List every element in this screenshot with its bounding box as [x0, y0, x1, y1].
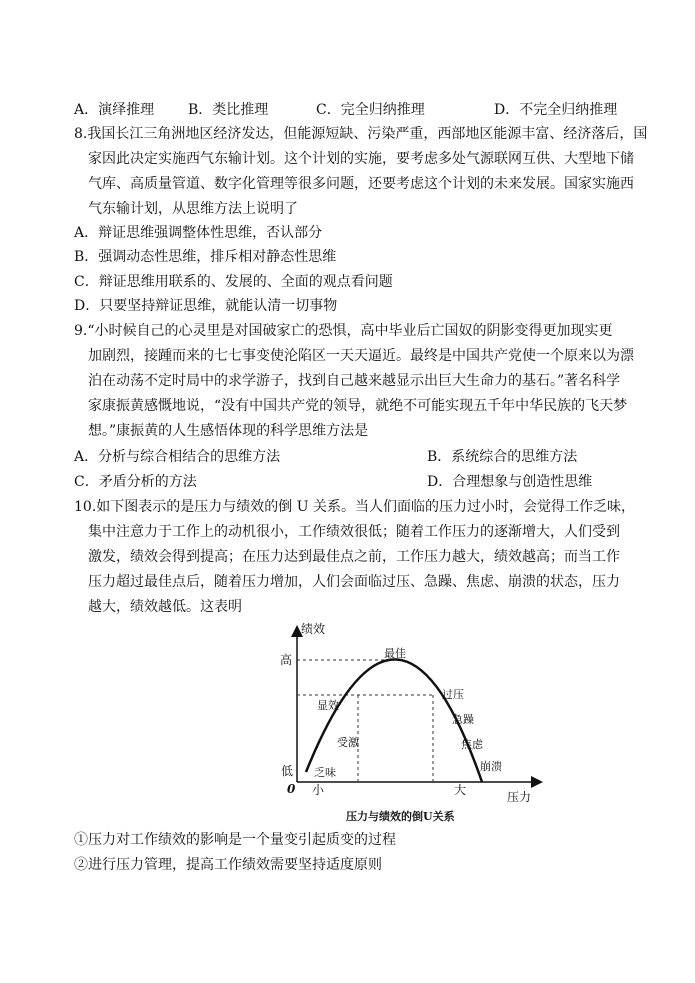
anxiety-label: 焦虑 [461, 738, 483, 751]
q9-option-b: B．系统综合的思维方法 [427, 449, 578, 465]
x-axis-label: 压力 [507, 790, 532, 804]
q10-statement-2: ②进行压力管理，提高工作绩效需要坚持适度原则 [74, 857, 382, 873]
q7-option-d: D．不完全归纳推理 [494, 102, 618, 118]
x-tick-large: 大 [454, 783, 467, 797]
q7-option-b: B．类比推理 [188, 102, 269, 118]
q9-stem-line-1: 9.“小时候自己的心灵里是对国破家亡的恐惧，高中毕业后亡国奴的阴影变得更加现实更 [74, 323, 613, 339]
q7-option-c: C．完全归纳推理 [316, 102, 425, 118]
q10-stem-line-3: 激发，绩效会得到提高；在压力达到最佳点之前，工作压力越大，绩效越高；而当工作 [88, 549, 620, 565]
q9-option-a: A．分析与综合相结合的思维方法 [74, 449, 281, 465]
y-axis-label: 绩效 [301, 622, 326, 636]
y-tick-low: 低 [281, 764, 294, 778]
y-tick-high: 高 [280, 653, 293, 667]
q8-stem-line-2: 家因此决定实施西气东输计划。这个计划的实施，要考虑多处气源联网互供、大型地下储 [88, 151, 634, 167]
q9-option-d: D．合理想象与创造性思维 [427, 474, 593, 490]
q8-option-b: B．强调动态性思维，排斥相对静态性思维 [74, 249, 337, 265]
q8-option-a: A．辩证思维强调整体性思维，否认部分 [74, 225, 323, 241]
q7-option-a: A．演绎推理 [74, 102, 155, 118]
q10-stem-line-5: 越大，绩效越低。这表明 [88, 599, 242, 615]
q8-stem-line-4: 气东输计划，从思维方法上说明了 [88, 201, 298, 217]
pressure-performance-chart [270, 622, 550, 827]
overpressure-label: 过压 [442, 688, 464, 701]
effective-label: 显效 [317, 699, 339, 712]
q9-stem-line-5: 想。”康振黄的人生感悟体现的科学思维方法是 [88, 423, 369, 439]
q10-stem-line-1: 10.如下图表示的是压力与绩效的倒 U 关系。当人们面临的压力过小时，会觉得工作乏味， [74, 499, 635, 515]
q9-stem-line-4: 家康振黄感慨地说，“没有中国共产党的领导，就绝不可能实现五千年中华民族的飞天梦 [88, 398, 628, 414]
q9-stem-line-2: 加剧烈，接踵而来的七七事变使沦陷区一天天逼近。最终是中国共产党使一个原来以为漂 [88, 348, 634, 364]
q8-option-d: D．只要坚持辩证思维，就能认清一切事物 [74, 298, 338, 314]
q9-option-c: C．矛盾分析的方法 [74, 474, 197, 490]
q9-stem-line-3: 泊在动荡不定时局中的求学游子，找到自己越来越显示出巨大生命力的基石。”著名科学 [88, 373, 621, 389]
q10-stem-line-4: 压力超过最佳点后，随着压力增加，人们会面临过压、急躁、焦虑、崩溃的状态，压力 [88, 574, 620, 590]
origin-label: 0 [287, 782, 296, 796]
x-tick-small: 小 [312, 783, 325, 797]
stimulated-label: 受激 [337, 736, 359, 749]
chart-caption: 压力与绩效的倒U关系 [346, 810, 455, 823]
q8-stem-line-1: 8.我国长江三角洲地区经济发达，但能源短缺、污染严重，西部地区能源丰富、经济落后，国 [74, 126, 648, 142]
collapse-label: 崩溃 [480, 760, 502, 773]
impatience-label: 急躁 [452, 713, 474, 726]
q10-statement-1: ①压力对工作绩效的影响是一个量变引起质变的过程 [74, 832, 396, 848]
q8-option-c: C．辩证思维用联系的、发展的、全面的观点看问题 [74, 274, 393, 290]
peak-label: 最佳 [384, 647, 406, 660]
q10-stem-line-2: 集中注意力于工作上的动机很小，工作绩效很低；随着工作压力的逐渐增大，人们受到 [88, 524, 620, 540]
boredom-label: 乏味 [314, 766, 336, 779]
q8-stem-line-3: 气库、高质量管道、数字化管理等很多问题，还要考虑这个计划的未来发展。国家实施西 [88, 176, 634, 192]
